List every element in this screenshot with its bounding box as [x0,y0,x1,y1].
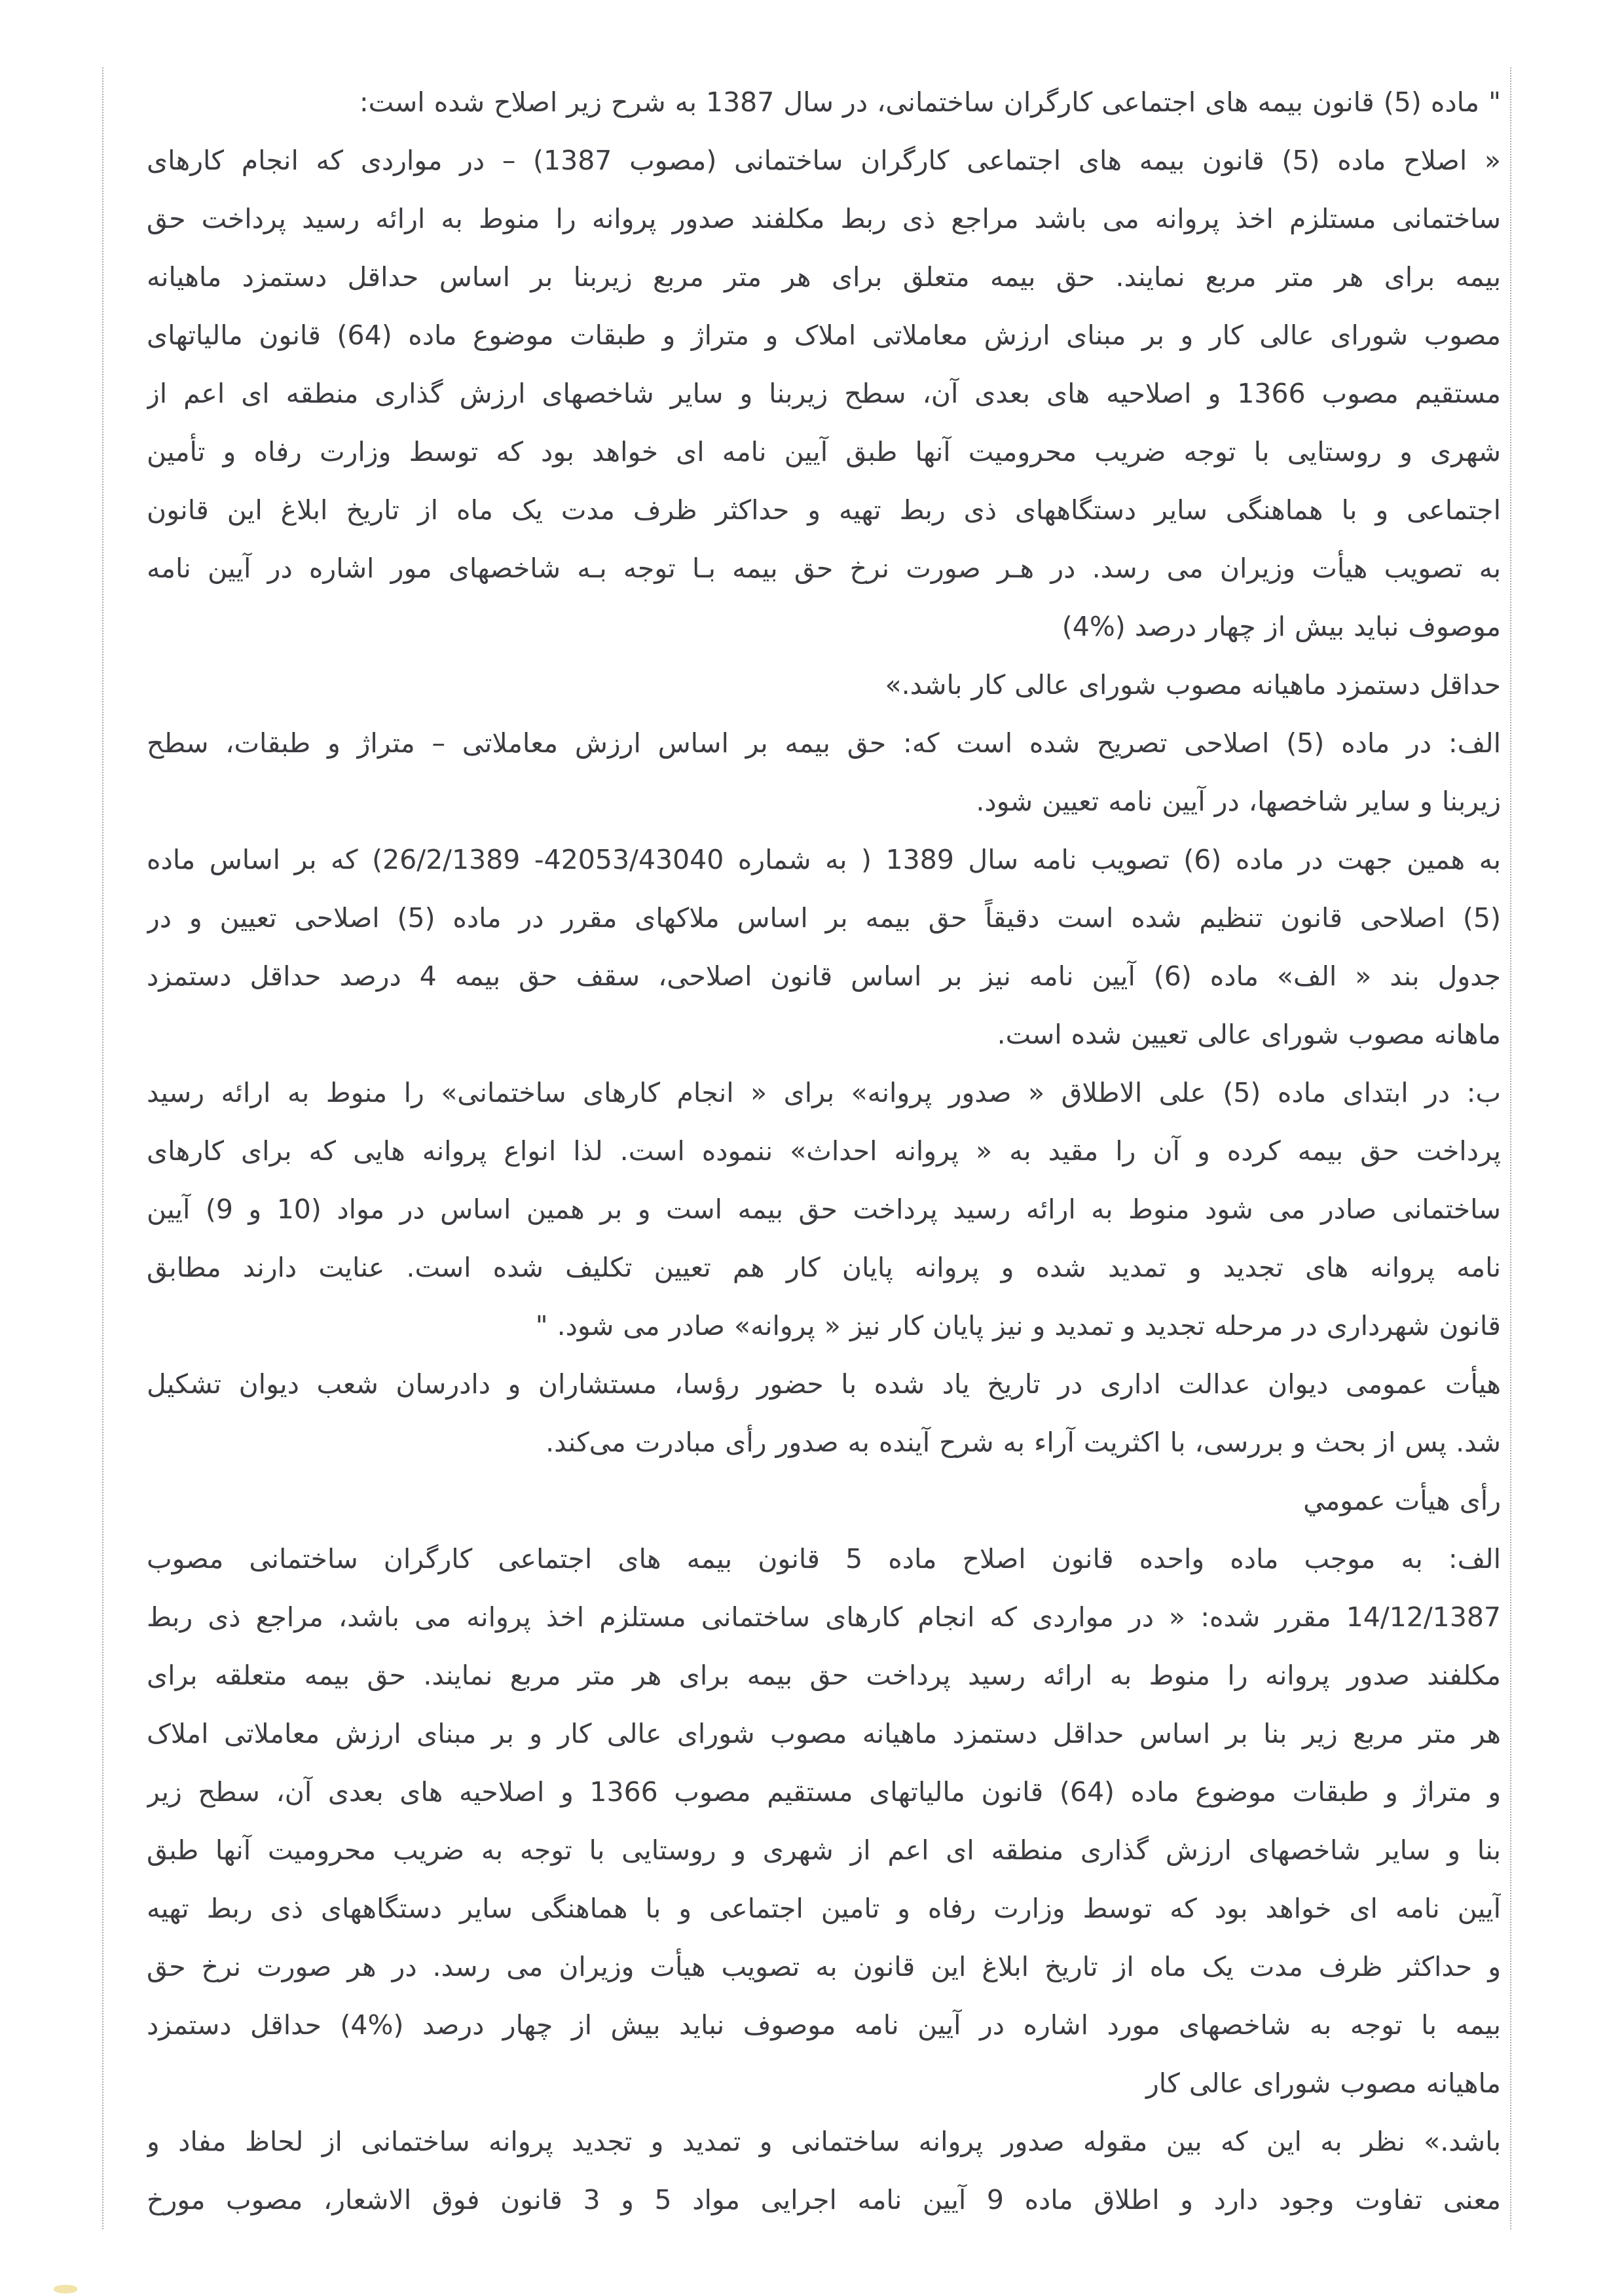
text-line: الف: در ماده (5) اصلاحی تصریح شده است که: حق بیمه بر اساس ارزش معاملاتی – متراژ و طبقات، سطح [147,727,1501,759]
text-line: باشد.» نظر به این که بین مقوله صدور پروانه ساختمانی و تمدید و تجدید پروانه ساختمانی از لحاظ مفاد و [147,2126,1501,2157]
text-line: مصوب شورای عالی کار و بر مبنای ارزش معاملاتی املاک و متراژ و طبقات موضوع ماده (64) قانون مالیاتهای [147,319,1501,351]
text-line: معنی تفاوت وجود دارد و اطلاق ماده 9 آیین نامه اجرایی مواد 5 و 3 قانون فوق الاشعار، مصوب مورخ [147,2184,1501,2215]
text-line: مکلفند صدور پروانه را منوط به ارائه رسید پرداخت حق بیمه برای هر متر مربع نمایند. حق بیمه متعلقه برای [147,1660,1501,1691]
text-line: بیمه برای هر متر مربع نمایند. حق بیمه متعلق برای هر متر مربع زیربنا بر اساس حداقل دستمزد ماهیانه [147,261,1501,293]
text-line: جدول بند « الف» ماده (6) آیین نامه نیز بر اساس قانون اصلاحی، سقف حق بیمه 4 درصد حداقل دستمزد [147,960,1501,992]
document-text [147,73,1501,2229]
text-line: اجتماعی و با هماهنگی سایر دستگاههای ذی ربط تهیه و حداکثر ظرف مدت یک ماه از تاریخ ابلاغ این قانون [147,494,1501,526]
text-line: بیمه با توجه به شاخصهای مورد اشاره در آیین نامه موصوف نباید بیش از چهار درصد (%4) حداقل دستمزد [147,2009,1501,2041]
text-line: شهری و روستایی با توجه ضریب محرومیت آنها طبق آیین نامه ای خواهد بود که توسط وزارت رفاه و تأمین [147,436,1501,467]
text-line: هر متر مربع زیر بنا بر اساس حداقل دستمزد ماهیانه مصوب شورای عالی کار و بر مبنای ارزش معاملاتی املاک [147,1718,1501,1749]
left-margin-rule [102,67,103,2229]
text-line: شد. پس از بحث و بررسی، با اکثریت آراء به شرح آینده به صدور رأی مبادرت می‌کند. [545,1427,1501,1458]
text-line: و حداکثر ظرف مدت یک ماه از تاریخ ابلاغ این قانون به تصویب هیأت وزیران می رسد. در هر صورت نرخ حق [147,1951,1501,1982]
text-line: پرداخت حق بیمه کرده و آن را مقید به « پروانه احداث» ننموده است. لذا انواع پروانه هایی که برای کارهای [147,1135,1501,1167]
text-line: 14/12/1387 مقرر شده: « در مواردی که انجام کارهای ساختمانی مستلزم اخذ پروانه می باشد، مراجع ذی ربط [147,1601,1501,1633]
text-line: موصوف نباید بیش از چهار درصد (%4) [1061,611,1501,642]
text-line: مستقیم مصوب 1366 و اصلاحیه های بعدی آن، سطح زیربنا و سایر شاخصهای ارزش گذاری منطقه ای اعم از [147,378,1501,409]
right-margin-rule [1510,67,1511,2229]
text-line: (5) اصلاحی قانون تنظیم شده است دقیقاً حق بیمه بر اساس ملاکهای مقرر در ماده (5) اصلاحی تعیین و در [147,902,1501,934]
text-line: بنا و سایر شاخصهای ارزش گذاری منطقه ای اعم از شهری و روستایی با توجه به ضریب محرومیت آنها طبق [147,1834,1501,1866]
text-line: الف: به موجب ماده واحده قانون اصلاح ماده 5 قانون بیمه های اجتماعی کارگران ساختمانی مصوب [147,1543,1501,1575]
text-line: « اصلاح ماده (5) قانون بیمه های اجتماعی کارگران ساختمانی (مصوب 1387) – در مواردی که انجام کارهای [147,145,1501,176]
text-line: هیأت عمومی دیوان عدالت اداری در تاریخ یاد شده با حضور رؤسا، مستشاران و دادرسان شعب دیوان تشکیل [147,1368,1501,1400]
text-line: قانون شهرداری در مرحله تجدید و تمدید و نیز پایان کار نیز « پروانه» صادر می شود. " [535,1310,1501,1341]
text-line: و متراژ و طبقات موضوع ماده (64) قانون مالیاتهای مستقیم مصوب 1366 و اصلاحیه های بعدی آن، سطح زیر [147,1776,1501,1808]
text-line: ب: در ابتدای ماده (5) علی الاطلاق « صدور پروانه» برای « انجام کارهای ساختمانی» را منوط به ارائه رسید [147,1077,1501,1108]
text-line: ماهانه مصوب شورای عالی تعیین شده است. [997,1019,1501,1050]
text-line: رأی هیأت عمومي [1303,1485,1501,1516]
text-line: حداقل دستمزد ماهیانه مصوب شورای عالی کار باشد.» [885,669,1501,701]
text-line: به تصویب هیأت وزیران می رسد. در هـر صورت نرخ حق بیمه بـا توجه بـه شاخصهای مور اشاره در آیین نامه [147,553,1501,584]
text-line: آیین نامه ای خواهد بود که توسط وزارت رفاه و تامین اجتماعی و با هماهنگی سایر دستگاههای ذی ربط تهیه [147,1893,1501,1924]
text-line: نامه پروانه های تجدید و تمدید شده و پروانه پایان کار هم تعیین تکلیف شده است. عنایت دارند مطابق [147,1252,1501,1283]
text-line: " ماده (5) قانون بیمه های اجتماعی کارگران ساختمانی، در سال 1387 به شرح زیر اصلاح شده است: [359,86,1501,118]
text-line: زیربنا و سایر شاخصها، در آیین نامه تعیین شود. [976,786,1501,817]
text-line: ساختمانی مستلزم اخذ پروانه می باشد مراجع ذی ربط مکلفند صدور پروانه را منوط به ارائه رسید پرداخت حق [147,203,1501,234]
text-line: ساختمانی صادر می شود منوط به ارائه رسید پرداخت حق بیمه است و بر همین اساس در مواد (10 و 9) آیین [147,1194,1501,1225]
text-line: به همین جهت در ماده (6) تصویب نامه سال 1389 ( به شماره 42053/43040- 26/2/1389) که بر اساس ماده [147,844,1501,875]
scan-smudge-artifact [54,2285,77,2293]
text-line: ماهیانه مصوب شورای عالی کار [1145,2068,1501,2099]
